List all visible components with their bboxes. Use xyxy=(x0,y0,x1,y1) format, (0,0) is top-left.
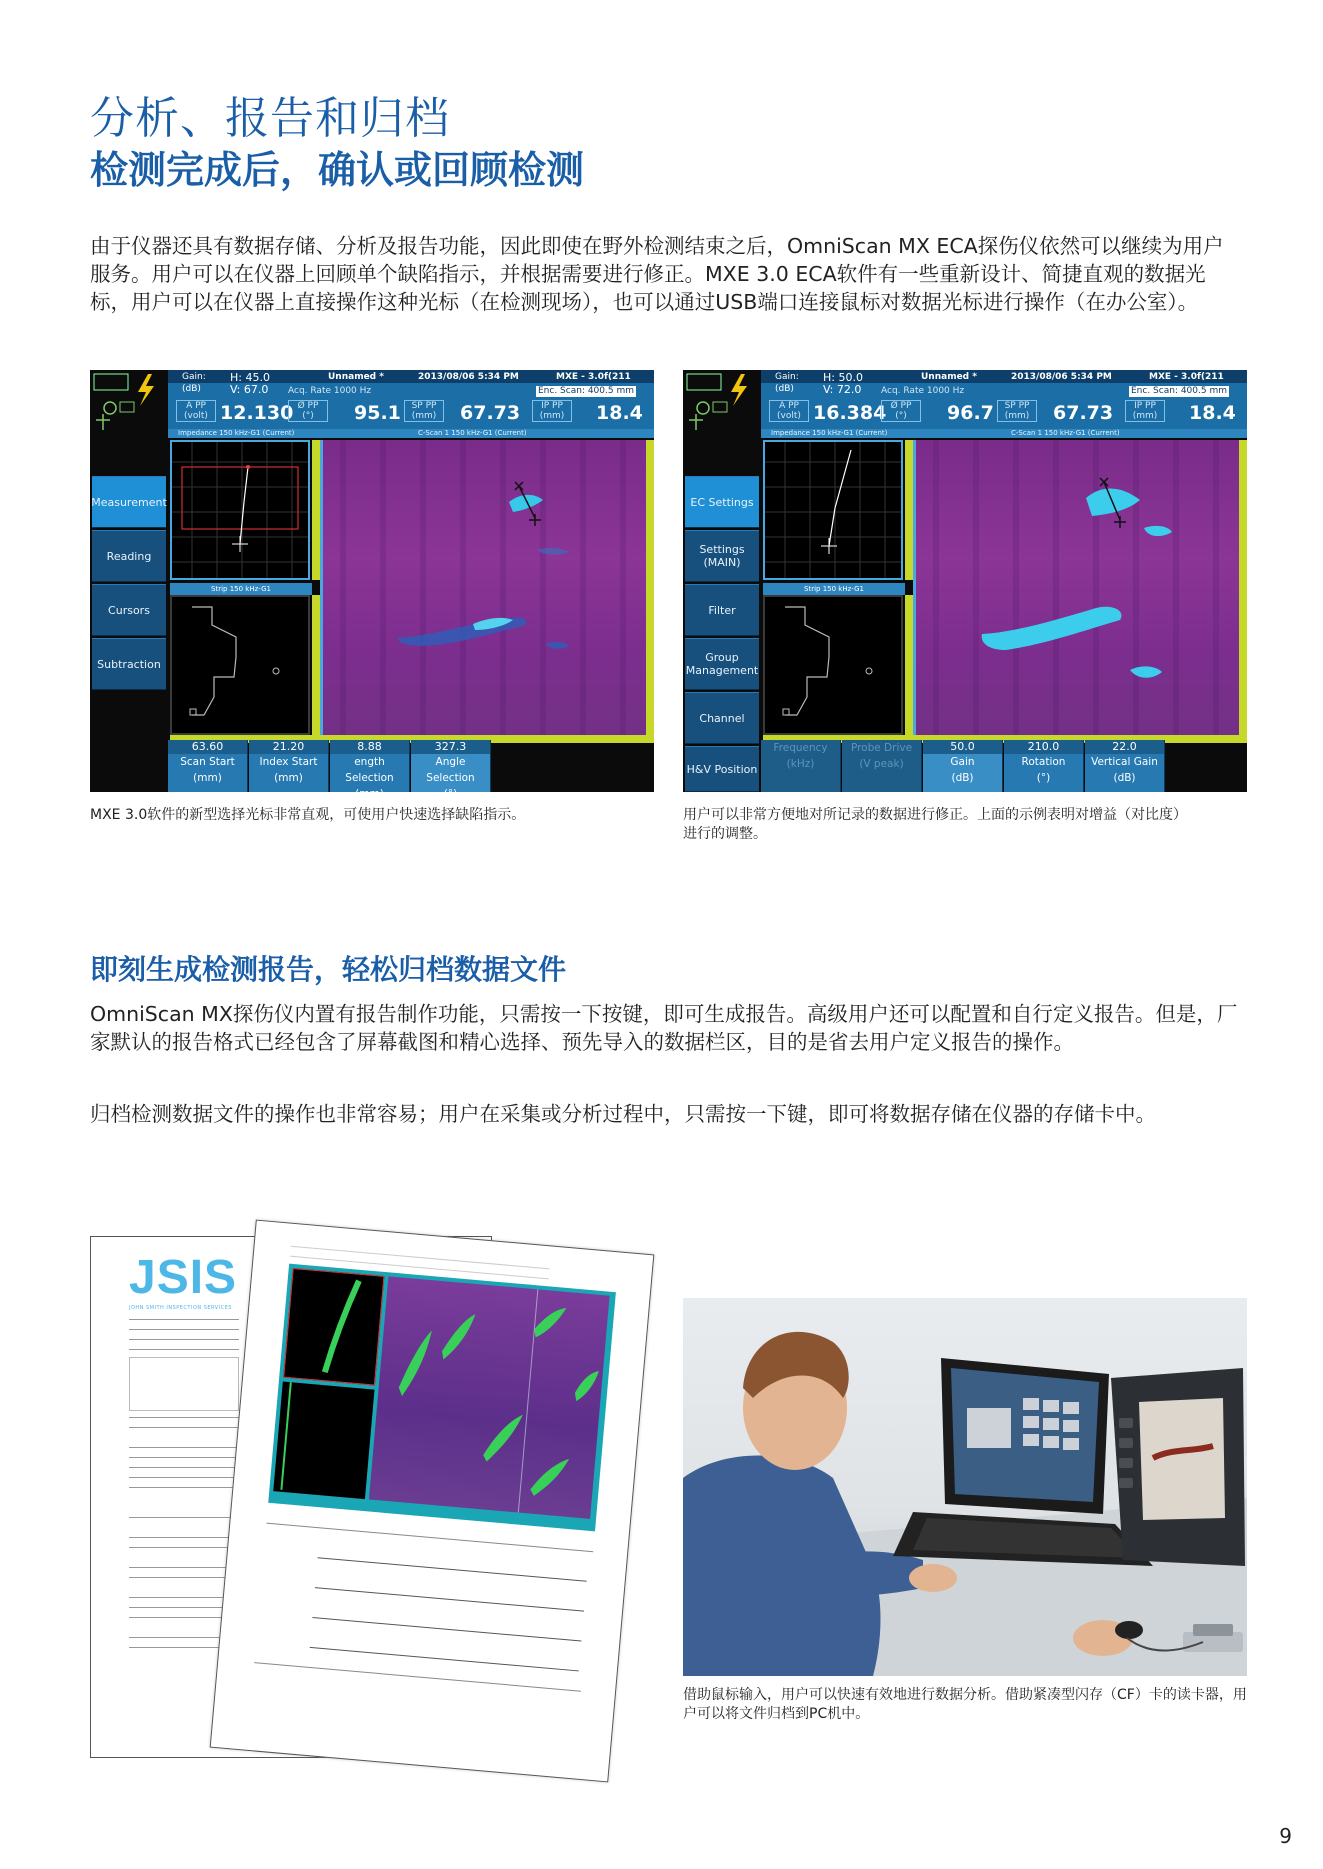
report-screenshot xyxy=(268,1264,616,1532)
section-title: 即刻生成检测报告，轻松归档数据文件 xyxy=(90,953,567,986)
probe-drive-button[interactable]: Probe Drive (V peak) xyxy=(842,740,922,792)
scan-start-button[interactable]: 63.60 Scan Start (mm) xyxy=(168,740,248,792)
gain-button[interactable]: 50.0 Gain (dB) xyxy=(923,740,1003,792)
report-logo: JSIS xyxy=(129,1251,238,1304)
page-subtitle: 检测完成后，确认或回顾检测 xyxy=(90,148,585,192)
instrument-header: Gain: (dB) H: 45.0 V: 67.0 Unnamed * 2013/08/06 5:34 PM MXE - 3.0f(211 Acq. Rate 1000 Hz Enc. Scan: 400.5 mm A PP (volt) 12.130 Ø PP (°) 95.1 SP PP (mm) 67.73 IP PP (mm) 18.4 xyxy=(168,370,654,436)
c-scan-image xyxy=(320,440,646,735)
menu-channel[interactable]: Channel xyxy=(685,692,759,744)
a-pp-value: 16.384 xyxy=(813,402,887,424)
strip-chart xyxy=(763,595,903,735)
bottom-button-row xyxy=(168,740,654,800)
section-paragraph-2: 归档检测数据文件的操作也非常容易；用户在采集或分析过程中，只需按一下键，即可将数据存储在仪器的存储卡中。 xyxy=(90,1102,1156,1126)
length-selection-button[interactable]: 8.88 ength Selection (mm) xyxy=(330,740,410,792)
caption-photo: 借助鼠标输入，用户可以快速有效地进行数据分析。借助紧凑型闪存（CF）卡的读卡器，用户可以将文件归档到PC机中。 xyxy=(683,1687,1247,1722)
report-page-front xyxy=(210,1220,655,1783)
phase-pp-value: 95.1 xyxy=(354,402,401,424)
menu-subtraction[interactable]: Subtraction xyxy=(92,638,166,690)
bottom-button-row xyxy=(761,740,1247,792)
index-start-button[interactable]: 21.20 Index Start (mm) xyxy=(249,740,329,792)
status-icons-panel xyxy=(90,370,168,436)
sp-pp-value: 67.73 xyxy=(1053,402,1114,424)
frequency-button[interactable]: Frequency (kHz) xyxy=(761,740,841,792)
impedance-plane-plot xyxy=(170,440,310,580)
page-title: 分析、报告和归档 xyxy=(90,93,450,144)
instrument-screenshot-left: Gain: (dB) H: 45.0 V: 67.0 Unnamed * 2013/08/06 5:34 PM MXE - 3.0f(211 Acq. Rate 1000 Hz Enc. Scan: 400.5 mm A PP (volt) 12.130 Ø PP (°) 95.1 SP PP (mm) 67.73 IP PP (mm) 18.4 Impedance 150 kHz-G1 (Current) C-Scan 1 150 kHz-G1 (Current) Measurement Reading Cursors Subtraction Strip 150 kHz-G1 63.60 Scan Start (mm) 21.20 Index Start (mm) 8.88 ength Selection (mm) 327.3 Angle Selection (°) xyxy=(90,370,654,792)
c-scan-image xyxy=(913,440,1239,735)
status-icons-panel xyxy=(683,370,761,436)
menu-hv-position[interactable]: H&V Position xyxy=(685,746,759,792)
menu-group-management[interactable]: Group Management xyxy=(685,638,759,690)
rotation-button[interactable]: 210.0 Rotation (°) xyxy=(1004,740,1084,792)
section-paragraph-1: OmniScan MX探伤仪内置有报告制作功能，只需按一下按键，即可生成报告。高级用户还可以配置和自行定义报告。但是，厂家默认的报告格式已经包含了屏幕截图和精心选择、预先导入的数据栏区，目的是省去用户定义报告的操作。 xyxy=(90,1002,1238,1054)
report-logo-tagline: JOHN SMITH INSPECTION SERVICES xyxy=(129,1305,232,1311)
instrument-header: Gain: (dB) H: 50.0 V: 72.0 Unnamed * 2013/08/06 5:34 PM MXE - 3.0f(211 Acq. Rate 1000 Hz Enc. Scan: 400.5 mm A PP (volt) 16.384 Ø PP (°) 96.7 SP PP (mm) 67.73 IP PP (mm) 18.4 xyxy=(761,370,1247,436)
menu-filter[interactable]: Filter xyxy=(685,584,759,636)
vertical-gain-button[interactable]: 22.0 Vertical Gain (dB) xyxy=(1085,740,1165,792)
ip-pp-value: 18.4 xyxy=(596,402,643,424)
side-menu xyxy=(90,436,168,792)
a-pp-value: 12.130 xyxy=(220,402,294,424)
ip-pp-value: 18.4 xyxy=(1189,402,1236,424)
sp-pp-value: 67.73 xyxy=(460,402,521,424)
menu-cursors[interactable]: Cursors xyxy=(92,584,166,636)
caption-right: 用户可以非常方便地对所记录的数据进行修正。上面的示例表明对增益（对比度）进行的调整。 xyxy=(683,807,1180,842)
instrument-screenshot-right: Gain: (dB) H: 50.0 V: 72.0 Unnamed * 2013/08/06 5:34 PM MXE - 3.0f(211 Acq. Rate 1000 Hz Enc. Scan: 400.5 mm A PP (volt) 16.384 Ø PP (°) 96.7 SP PP (mm) 67.73 IP PP (mm) 18.4 Impedance 150 kHz-G1 (Current) C-Scan 1 150 kHz-G1 (Current) EC Settings Settings (MAIN) Filter Group Management Channel H&V Position Strip 150 kHz-G1 Frequency (kHz) Probe Drive (V peak) 50.0 Gain (dB) 210.0 Rotation (°) 22.0 Vertical Gain (dB) xyxy=(683,370,1247,792)
menu-reading[interactable]: Reading xyxy=(92,530,166,582)
page-number: 9 xyxy=(1279,1824,1292,1848)
side-menu xyxy=(683,436,761,792)
angle-selection-button[interactable]: 327.3 Angle Selection (°) xyxy=(411,740,491,792)
impedance-plane-plot xyxy=(763,440,903,580)
menu-settings-main[interactable]: Settings (MAIN) xyxy=(685,530,759,582)
phase-pp-value: 96.7 xyxy=(947,402,994,424)
intro-paragraph: 由于仪器还具有数据存储、分析及报告功能，因此即使在野外检测结束之后，OmniScan MX ECA探伤仪依然可以继续为用户服务。用户可以在仪器上回顾单个缺陷指示，并根据需要进行修正。MXE 3.0 ECA软件有一些重新设计、简捷直观的数据光标，用户可以在仪器上直接操作这种光标（在检测现场），也可以通过USB端口连接鼠标对数据光标进行操作（在办公室）。 xyxy=(90,234,1224,314)
caption-left: MXE 3.0软件的新型选择光标非常直观，可使用户快速选择缺陷指示。 xyxy=(90,807,526,823)
technician-photo xyxy=(683,1298,1247,1676)
menu-ec-settings[interactable]: EC Settings xyxy=(685,476,759,528)
menu-measurement[interactable]: Measurement xyxy=(92,476,166,528)
strip-chart xyxy=(170,595,310,735)
